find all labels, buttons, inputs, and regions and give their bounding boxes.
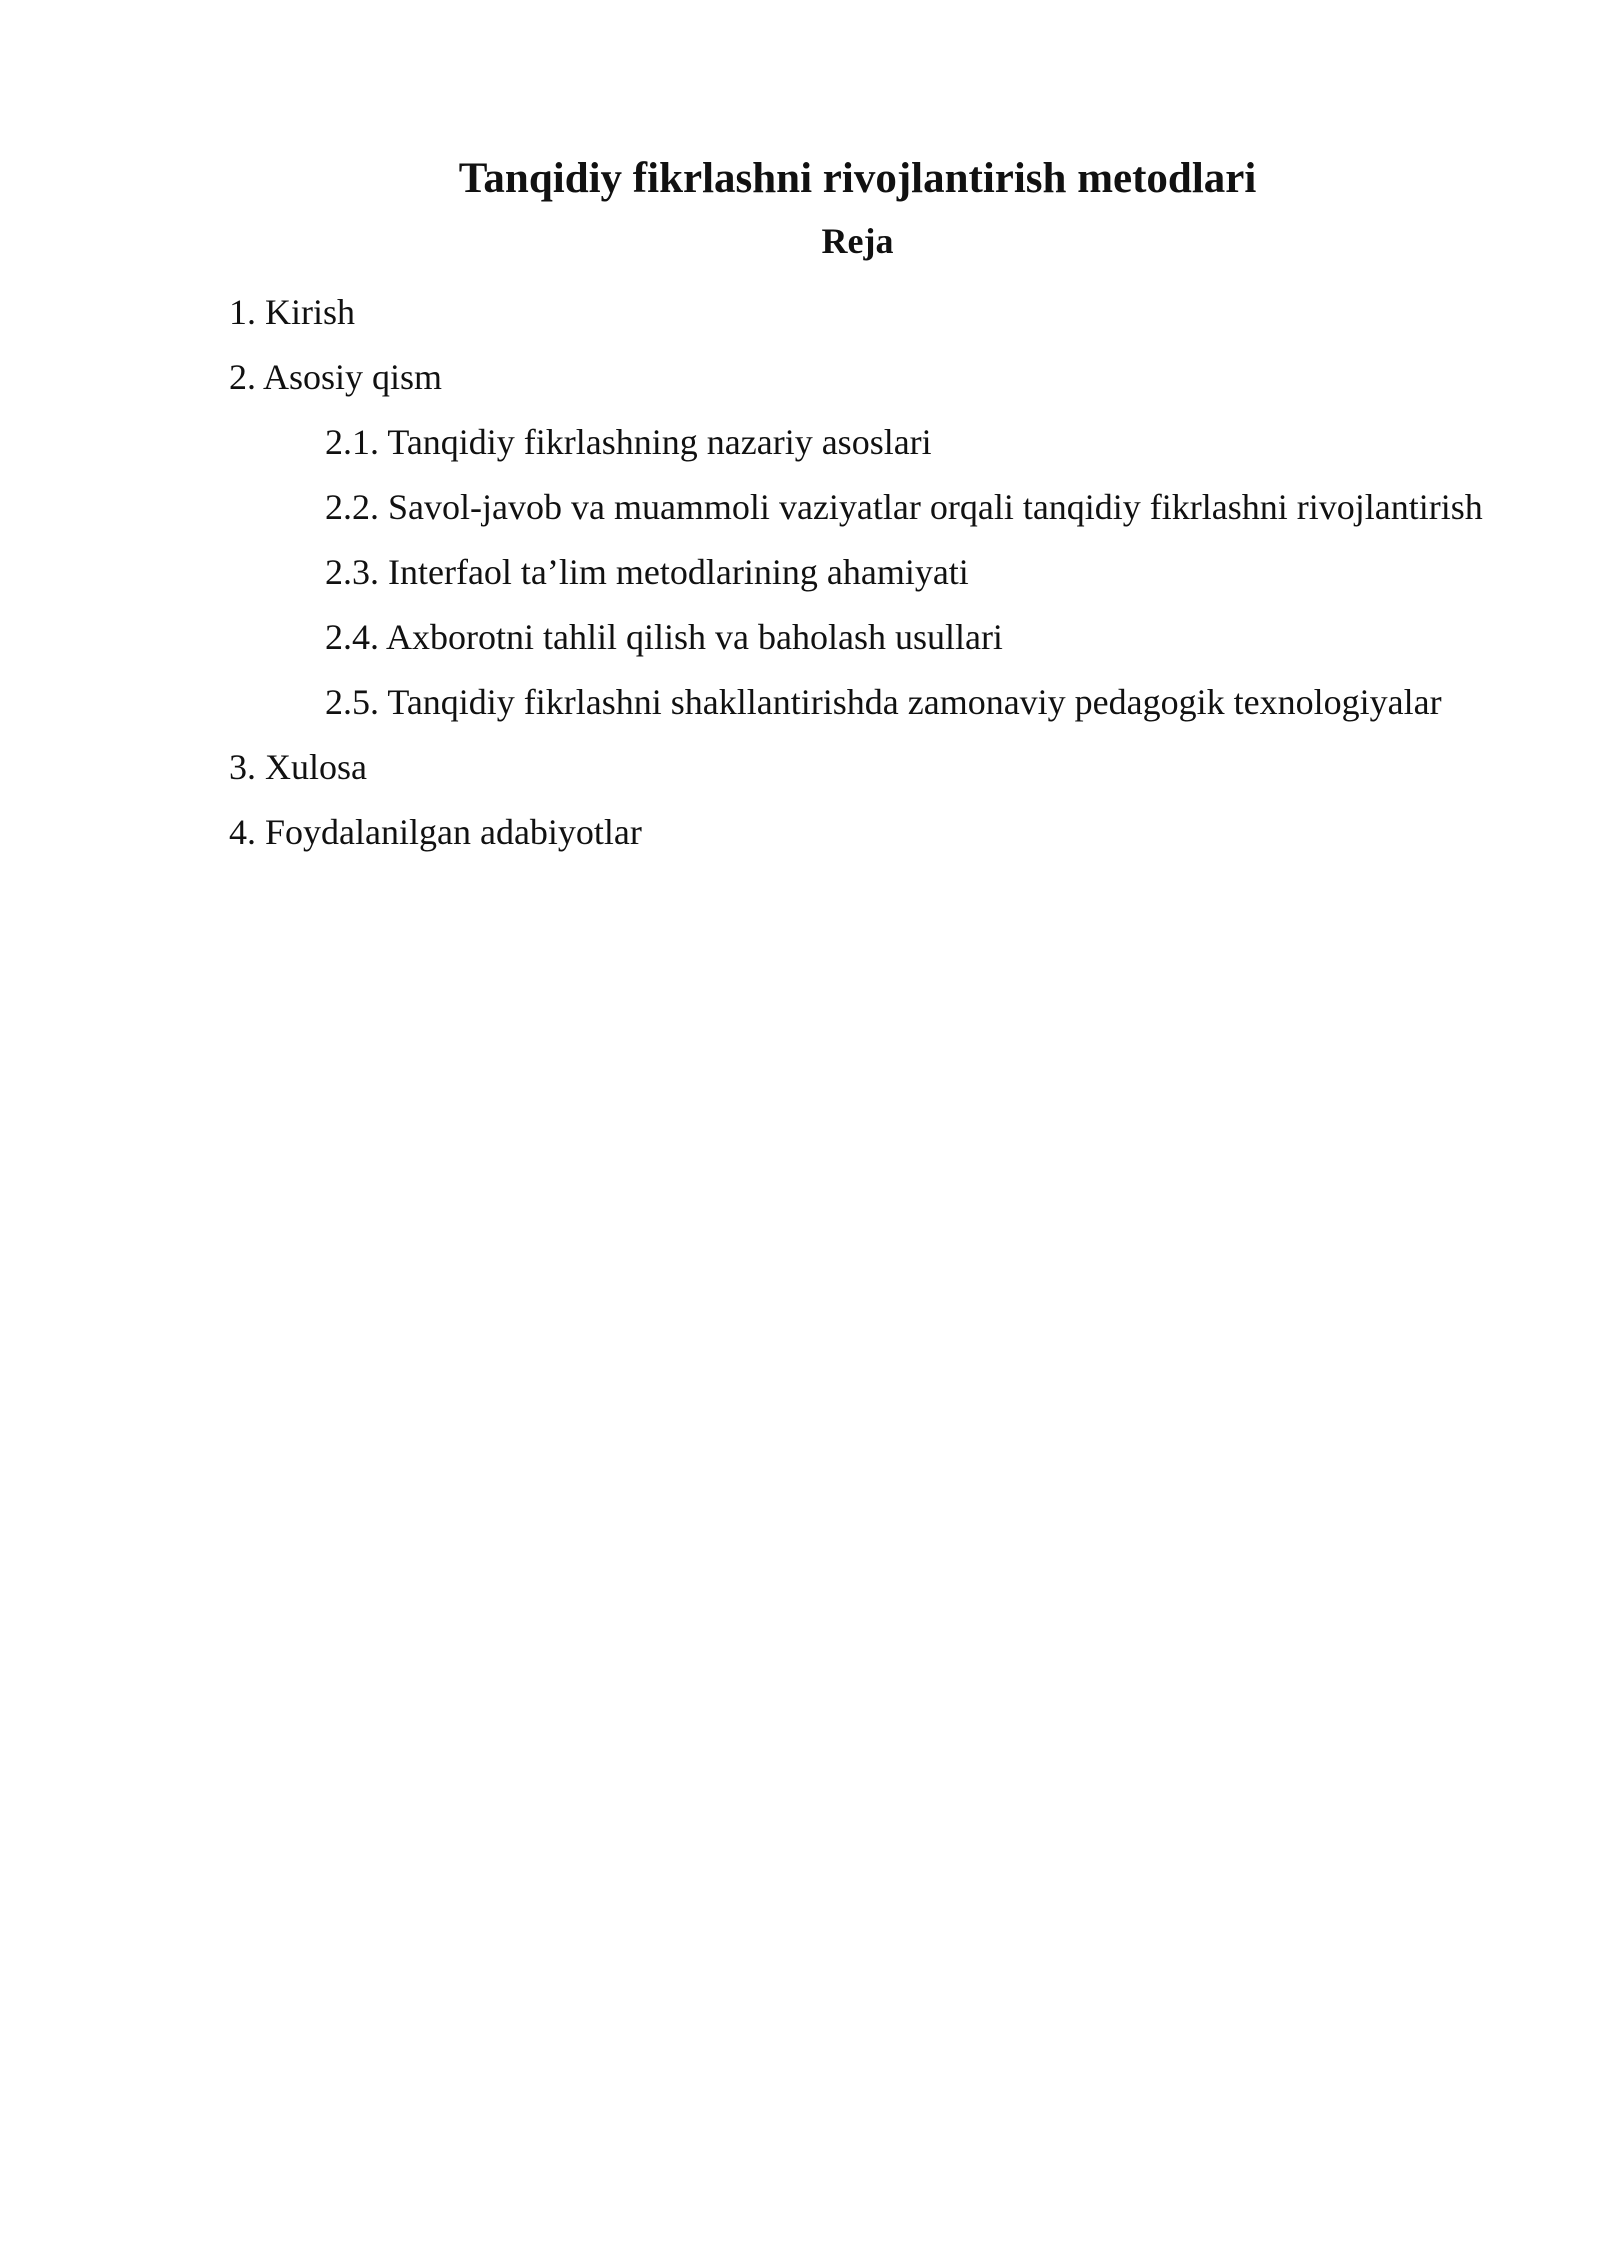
plan-item-4: 4. Foydalanilgan adabiyotlar: [229, 812, 642, 852]
plan-item-2: 2. Asosiy qism: [229, 357, 443, 397]
plan-item-1: 1. Kirish: [229, 292, 355, 332]
plan-item-2-4: 2.4. Axborotni tahlil qilish va baholash usullari: [325, 617, 1003, 657]
document-content: [229, 148, 1486, 865]
plan-item-2-2: 2.2. Savol-javob va muammoli vaziyatlar orqali tanqidiy fikrlashni rivojlantirish: [325, 487, 1483, 527]
plan-item-2-5: 2.5. Tanqidiy fikrlashni shakllantirishda zamonaviy pedagogik texnologiyalar: [325, 682, 1442, 722]
plan-item-2-1: 2.1. Tanqidiy fikrlashning nazariy asoslari: [325, 422, 932, 462]
plan-list: [229, 280, 1486, 865]
plan-heading: Reja: [821, 221, 894, 261]
plan-item-3: 3. Xulosa: [229, 747, 367, 787]
plan-item-2-3: 2.3. Interfaol ta’lim metodlarining ahamiyati: [325, 552, 969, 592]
document-title: Tanqidiy fikrlashni rivojlantirish metodlari: [458, 155, 1257, 202]
